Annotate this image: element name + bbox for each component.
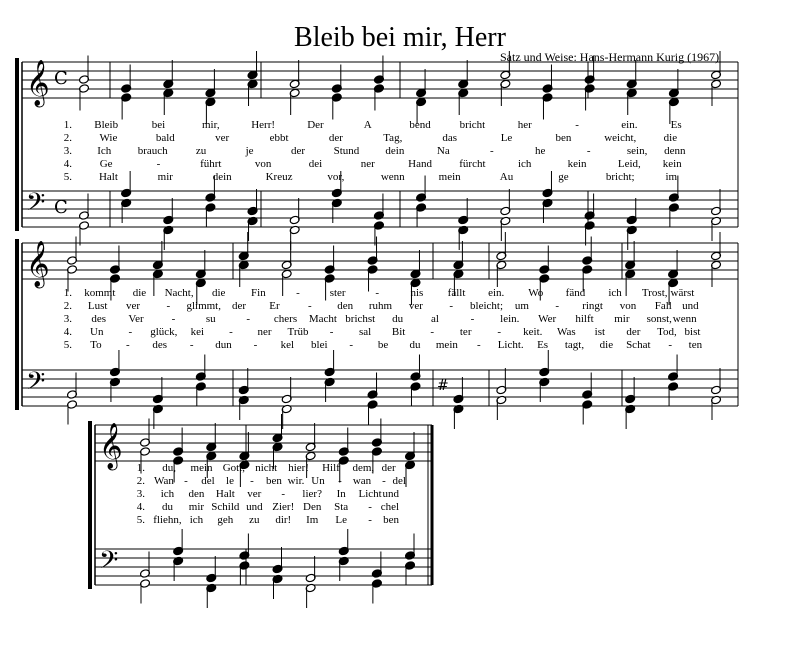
lyric-syllable: mir: [188, 501, 205, 513]
lyric-syllable: To: [90, 339, 102, 351]
lyric-syllable: die: [599, 339, 614, 351]
lyric-syllable: -: [375, 287, 380, 299]
composer-credit: Satz und Weise: Hans-Hermann Kurig (1967): [500, 50, 720, 64]
lyric-syllable: Nacht,: [164, 287, 194, 299]
lyric-syllable: ich: [160, 488, 175, 500]
common-time-icon: C: [54, 68, 68, 89]
lyric-syllable: bricht: [459, 119, 486, 131]
lyric-syllable: -: [449, 300, 454, 312]
lyric-syllable: -: [229, 326, 233, 338]
lyric-syllable: Wo: [528, 287, 544, 299]
lyric-syllable: -: [368, 514, 372, 526]
lyric-syllable: -: [329, 326, 334, 338]
lyric-syllable: der: [232, 300, 247, 312]
lyric-syllable: mein: [435, 339, 458, 351]
lyric-syllable: der: [290, 145, 306, 157]
lyric-syllable: -: [250, 475, 254, 487]
verse-number: 4.: [63, 158, 72, 170]
lyric-syllable: ver: [126, 300, 141, 312]
lyric-syllable: ringt: [582, 300, 603, 312]
lyric-syllable: Lust: [87, 300, 108, 312]
lyric-syllable: blei: [311, 339, 328, 351]
lyric-syllable: Fall: [654, 300, 672, 312]
lyric-syllable: um: [514, 300, 529, 312]
lyric-syllable: -: [470, 313, 475, 325]
lyric-syllable: wenn: [380, 171, 405, 183]
verse-number: 3.: [63, 313, 72, 325]
lyric-syllable: kein: [567, 158, 587, 170]
lyric-syllable: ge: [558, 171, 569, 183]
lyric-syllable: Halt: [98, 171, 118, 183]
treble-clef-icon: 𝄞: [99, 423, 123, 469]
lyric-syllable: zu: [249, 514, 260, 526]
lyric-syllable: ein.: [621, 119, 638, 131]
treble-clef-icon: 𝄞: [26, 60, 50, 106]
lyric-syllable: chers: [273, 313, 298, 325]
lyric-syllable: -: [281, 488, 286, 500]
lyric-syllable: mir,: [202, 119, 220, 131]
lyric-syllable: Un: [311, 475, 325, 487]
lyric-syllable: Ge: [99, 158, 113, 170]
lyric-syllable: su: [205, 313, 216, 325]
lyric-syllable: In: [336, 488, 346, 500]
lyric-syllable: weicht,: [604, 132, 637, 144]
lyric-syllable: bend: [409, 119, 431, 131]
lyric-syllable: he: [535, 145, 546, 157]
lyric-syllable: Na: [436, 145, 450, 157]
lyric-syllable: lein.: [500, 313, 520, 325]
lyric-syllable: -: [156, 158, 161, 170]
lyric-syllable: Schild: [211, 501, 240, 513]
lyric-syllable: führt: [200, 158, 222, 170]
lyric-syllable: Gott,: [222, 462, 246, 474]
lyric-syllable: dun: [215, 339, 232, 351]
lyric-syllable: Bit: [391, 326, 406, 338]
lyric-syllable: Es: [537, 339, 549, 351]
lyric-syllable: bei: [151, 119, 166, 131]
system-bracket: [88, 421, 92, 589]
verse-number: 3.: [136, 488, 145, 500]
lyric-syllable: ich: [608, 287, 622, 299]
lyric-syllable: lier?: [302, 488, 322, 500]
lyric-syllable: geh: [217, 514, 234, 526]
lyric-syllable: Trüb: [287, 326, 309, 338]
lyric-syllable: -: [368, 501, 372, 513]
lyric-syllable: du: [409, 339, 421, 351]
lyric-syllable: ver: [247, 488, 262, 500]
lyric-syllable: keit.: [523, 326, 543, 338]
verse-number: 1.: [63, 119, 72, 131]
lyric-syllable: wir.: [287, 475, 305, 487]
lyric-syllable: du: [392, 313, 404, 325]
lyric-syllable: der: [381, 462, 396, 474]
lyric-syllable: kommt: [84, 287, 116, 299]
lyric-syllable: Le: [500, 132, 513, 144]
lyric-syllable: nis: [410, 287, 424, 299]
lyric-syllable: A: [363, 119, 372, 131]
lyric-syllable: im: [665, 171, 678, 183]
lyric-syllable: sein,: [626, 145, 648, 157]
lyric-syllable: Licht: [358, 488, 382, 500]
lyric-syllable: Der: [307, 119, 324, 131]
lyric-syllable: den: [188, 488, 205, 500]
lyric-syllable: Tag,: [383, 132, 403, 144]
verse-number: 2.: [136, 475, 145, 487]
lyric-syllable: des: [91, 313, 107, 325]
lyric-syllable: Hilf: [322, 462, 340, 474]
verse-number: 2.: [63, 300, 72, 312]
lyric-syllable: kein: [662, 158, 682, 170]
verse-number: 4.: [63, 326, 72, 338]
verse-number: 3.: [63, 145, 72, 157]
lyric-syllable: ich: [517, 158, 532, 170]
lyric-syllable: des: [152, 339, 168, 351]
lyric-syllable: zu: [195, 145, 207, 157]
common-time-icon: C: [54, 197, 68, 218]
lyric-syllable: bald: [155, 132, 175, 144]
hymn-title: Bleib bei mir, Herr: [294, 22, 506, 53]
lyric-syllable: Herr!: [251, 119, 276, 131]
lyric-syllable: tagt,: [564, 339, 585, 351]
verse-number: 5.: [63, 339, 72, 351]
lyric-syllable: Sta: [334, 501, 349, 513]
lyric-syllable: der: [328, 132, 343, 144]
lyric-syllable: hier!: [288, 462, 309, 474]
lyric-syllable: Fin: [251, 287, 266, 299]
lyric-syllable: -: [430, 326, 434, 338]
lyric-syllable: ver: [408, 300, 423, 312]
lyric-syllable: Trost,: [641, 287, 668, 299]
lyric-syllable: ebbt: [269, 132, 289, 144]
lyric-syllable: denn: [664, 145, 686, 157]
lyric-syllable: den: [337, 300, 354, 312]
lyric-syllable: her: [517, 119, 532, 131]
sharp-icon: #: [437, 378, 449, 394]
lyric-syllable: Es: [670, 119, 682, 131]
lyric-syllable: Im: [306, 514, 319, 526]
lyric-syllable: -: [184, 475, 188, 487]
lyric-syllable: hilft: [575, 313, 594, 325]
lyric-syllable: -: [253, 339, 258, 351]
verse-number: 5.: [63, 171, 72, 183]
lyric-syllable: Wer: [538, 313, 557, 325]
lyric-syllable: wenn: [672, 313, 697, 325]
lyric-syllable: ruhm: [368, 300, 393, 312]
lyric-syllable: die: [663, 132, 678, 144]
lyric-syllable: Wan: [154, 475, 174, 487]
lyric-syllable: du: [161, 501, 173, 513]
lyric-syllable: fürcht: [459, 158, 486, 170]
lyric-syllable: Schat: [626, 339, 651, 351]
lyric-syllable: ein.: [488, 287, 505, 299]
lyric-syllable: chel: [380, 501, 400, 513]
lyric-syllable: -: [476, 339, 481, 351]
lyric-syllable: wärst: [670, 287, 695, 299]
lyric-syllable: Leid,: [617, 158, 641, 170]
lyric-syllable: mir: [157, 171, 173, 183]
lyric-syllable: und: [246, 501, 263, 513]
lyric-syllable: -: [349, 339, 354, 351]
lyric-syllable: Licht.: [497, 339, 524, 351]
lyric-syllable: und: [382, 488, 400, 500]
lyric-syllable: Er: [269, 300, 280, 312]
lyric-syllable: -: [586, 145, 591, 157]
lyric-syllable: Ver: [128, 313, 144, 325]
lyric-syllable: Wie: [99, 132, 118, 144]
lyric-syllable: von: [619, 300, 637, 312]
lyric-syllable: -: [128, 326, 133, 338]
lyric-syllable: -: [489, 145, 494, 157]
lyric-syllable: del: [392, 475, 406, 487]
lyric-syllable: sonst,: [646, 313, 672, 325]
lyric-syllable: ben: [266, 475, 282, 487]
lyric-syllable: -: [246, 313, 251, 325]
bass-clef-icon: 𝄢: [99, 546, 119, 581]
lyric-syllable: mein: [438, 171, 461, 183]
lyric-syllable: bist: [684, 326, 701, 338]
lyric-syllable: -: [575, 119, 579, 131]
treble-clef-icon: 𝄞: [26, 241, 50, 287]
lyric-syllable: ver: [215, 132, 230, 144]
lyric-syllable: -: [307, 300, 312, 312]
lyric-syllable: ben: [383, 514, 400, 526]
bass-clef-icon: 𝄢: [26, 188, 46, 223]
lyric-syllable: nicht: [255, 462, 278, 474]
lyric-syllable: -: [555, 300, 560, 312]
system-bracket: [15, 239, 19, 410]
lyric-syllable: sal: [358, 326, 372, 338]
lyric-syllable: -: [171, 313, 176, 325]
lyric-syllable: kei: [190, 326, 205, 338]
lyric-syllable: brichst: [345, 313, 376, 325]
verse-number: 2.: [63, 132, 72, 144]
lyric-syllable: von: [254, 158, 272, 170]
lyric-syllable: -: [189, 339, 194, 351]
lyric-syllable: Halt: [215, 488, 235, 500]
lyric-syllable: dein: [212, 171, 232, 183]
lyric-syllable: dei: [308, 158, 323, 170]
system-bracket: [15, 58, 19, 231]
lyrics-layer: [64, 119, 703, 526]
lyric-syllable: -: [166, 300, 171, 312]
verse-number: 1.: [136, 462, 145, 474]
lyric-syllable: Macht: [308, 313, 337, 325]
verse-number: 1.: [63, 287, 72, 299]
lyric-syllable: -: [338, 475, 342, 487]
verse-number: 5.: [136, 514, 145, 526]
lyric-syllable: ner: [257, 326, 272, 338]
lyric-syllable: Stund: [333, 145, 360, 157]
lyric-syllable: dir!: [275, 514, 292, 526]
lyric-syllable: bricht;: [605, 171, 635, 183]
lyric-syllable: mein: [190, 462, 213, 474]
lyric-syllable: Kreuz: [265, 171, 293, 183]
lyric-syllable: le: [226, 475, 234, 487]
lyric-syllable: be: [377, 339, 389, 351]
lyric-syllable: Zier!: [272, 501, 295, 513]
lyric-syllable: brauch: [137, 145, 168, 157]
lyric-syllable: ter: [459, 326, 472, 338]
lyric-syllable: glimmt,: [186, 300, 221, 312]
lyric-syllable: Le: [335, 514, 347, 526]
lyric-syllable: bleicht;: [470, 300, 504, 312]
lyric-syllable: fänd: [565, 287, 586, 299]
lyric-syllable: Au: [499, 171, 514, 183]
lyric-syllable: Un: [90, 326, 104, 338]
lyric-syllable: dem,: [352, 462, 375, 474]
lyric-syllable: und: [682, 300, 699, 312]
lyric-syllable: mir: [614, 313, 630, 325]
lyric-syllable: Hand: [408, 158, 432, 170]
lyric-syllable: -: [126, 339, 130, 351]
lyric-syllable: ner: [360, 158, 375, 170]
lyric-syllable: fällt: [447, 287, 466, 299]
lyric-syllable: je: [245, 145, 254, 157]
lyric-syllable: -: [296, 287, 300, 299]
lyric-syllable: Was: [556, 326, 576, 338]
lyric-syllable: ich: [189, 514, 204, 526]
lyric-syllable: ster: [329, 287, 346, 299]
lyric-syllable: ben: [555, 132, 572, 144]
lyric-syllable: die: [132, 287, 147, 299]
lyric-syllable: Bleib: [94, 119, 119, 131]
lyric-syllable: die: [212, 287, 226, 299]
bass-clef-icon: 𝄢: [26, 367, 46, 402]
lyric-syllable: vor,: [327, 171, 345, 183]
lyric-syllable: der: [626, 326, 641, 338]
lyric-syllable: das: [442, 132, 457, 144]
lyric-syllable: fliehn,: [153, 514, 182, 526]
lyric-syllable: -: [382, 475, 386, 487]
lyric-syllable: du,: [162, 462, 177, 474]
lyric-syllable: al: [431, 313, 440, 325]
lyric-syllable: Tod,: [657, 326, 677, 338]
lyric-syllable: dein: [385, 145, 405, 157]
lyric-syllable: del: [201, 475, 215, 487]
lyric-syllable: Den: [303, 501, 322, 513]
lyric-syllable: -: [497, 326, 502, 338]
verse-number: 4.: [136, 501, 145, 513]
lyric-syllable: ist: [594, 326, 606, 338]
lyric-syllable: ten: [688, 339, 703, 351]
lyric-syllable: glück,: [150, 326, 178, 338]
lyric-syllable: Ich: [97, 145, 112, 157]
lyric-syllable: -: [668, 339, 673, 351]
lyric-syllable: kel: [280, 339, 295, 351]
lyric-syllable: wan: [352, 475, 372, 487]
